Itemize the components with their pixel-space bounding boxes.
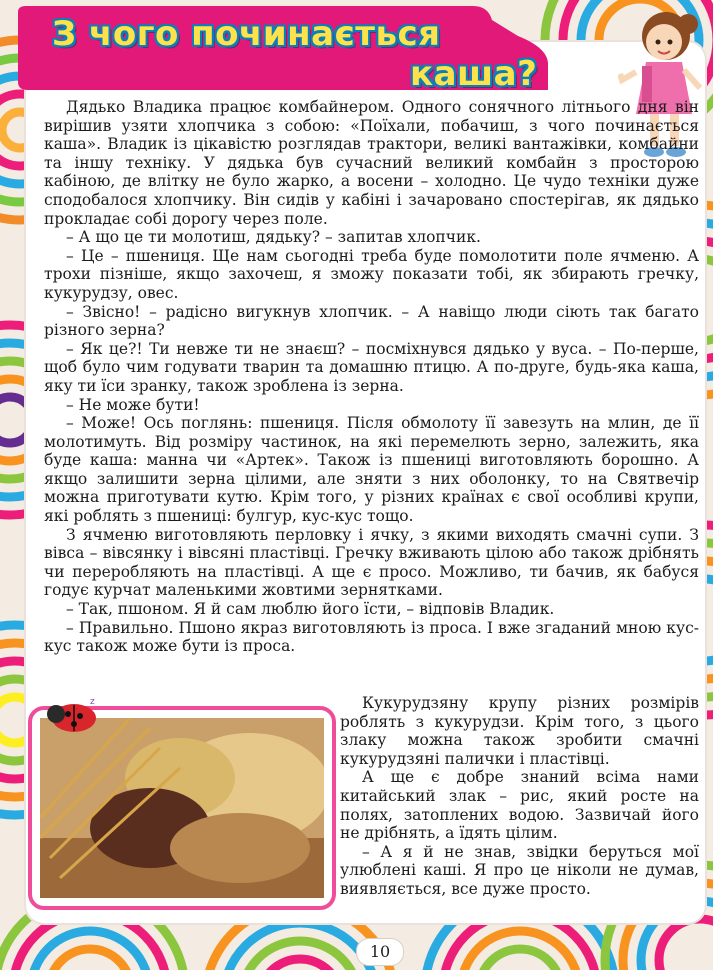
paragraph: – А я й не знав, звідки беруться мої улюблені каші. Я про це ніколи не думав, виявляється, все дуже просто. <box>340 842 699 898</box>
title-banner <box>18 6 548 94</box>
article-text-right <box>340 694 699 899</box>
paragraph: – Не може бути! <box>66 395 200 414</box>
paragraph: – Правильно. Пшоно якраз виготовляють із проса. І вже згаданий мною кус-кус також може бути із проса. <box>44 618 699 656</box>
paragraph: А ще є добре знаний всіма нами китайський злак – рис, який росте на полях, затоплених водою. Зазвичай його не дрібнять, а їдять цілим. <box>340 768 699 843</box>
page-number: 10 <box>356 938 404 966</box>
paragraph: – Звісно! – радісно вигукнув хлопчик. – А навіщо люди сіють так багато різного зерна? <box>44 302 699 340</box>
paragraph: З ячменю виготовляють перловку і ячку, з якими виходять смачні супи. З вівса – вівсянку і вівсяні пластівці. Гречку вживають цілою або також дрібнять чи переробляють на пластівці. А ще є просо. Можливо, ти бачив, як бабуся годує курчат маленькими жовтими зернятками. <box>44 525 699 600</box>
paragraph: – Так, пшоном. Я й сам люблю його їсти, – відповів Владик. <box>66 600 555 619</box>
page-title-line2: каша? <box>410 54 538 94</box>
paragraph: – Може! Ось поглянь: пшениця. Після обмолоту її завезуть на млин, де її молотимуть. Від розміру частинок, на які перемелють зерно, залежить, яка буде каша: манна чи «Артек». Також із пшениці виготовляють борошно. А якщо залишити зерна цілими, але зняти з них оболонку, то на Святвечір можна приготувати кутю. Крім того, у різних країнах є свої особливі крупи, які роблять з пшениці: булгур, кус-кус тощо. <box>44 414 699 526</box>
article-text <box>44 98 699 656</box>
ladybug-icon <box>44 694 104 734</box>
paragraph: – Це – пшениця. Ще нам сьогодні треба буде помолотити поле ячменю. А трохи пізніше, якщо захочеш, я зможу показати тобі, як збирають гречку, кукурудзу, овес. <box>44 246 699 302</box>
paragraph: Дядько Владика працює комбайнером. Одного сонячного літнього дня він вирішив узяти хлопчика з собою: «Поїхали, побачиш, з чого починається каша». Владик із цікавістю розглядав трактори, великі вантажівки, комбайни та іншу техніку. У дядька був сучасний великий комбайн з просторою кабіною, де влітку не було жарко, а восени – холодно. Це чудо техніки дуже сподобалося хлопчику. Він сидів у кабіні і зачаровано спостерігав, як дядько прокладає собі дорогу через поле. <box>44 98 699 228</box>
grain-photo <box>28 706 336 910</box>
paragraph: – А що це ти молотиш, дядьку? – запитав хлопчик. <box>66 228 481 247</box>
paragraph: – Як це?! Ти невже ти не знаєш? – посміхнувся дядько у вуса. – По-перше, щоб було чим годувати тварин та домашню птицю. А по-друге, будь-яка каша, яку ти їси зранку, також зроблена із зерна. <box>44 339 699 395</box>
svg-text:z: z <box>90 697 95 707</box>
paragraph: Кукурудзяну крупу різних розмірів роблять з кукурудзи. Крім того, з цього злаку можна також зробити смачні кукурудзяні палички і пластівці. <box>340 694 699 768</box>
grain-image <box>40 718 324 898</box>
page-title-line1: З чого починається <box>52 14 441 54</box>
